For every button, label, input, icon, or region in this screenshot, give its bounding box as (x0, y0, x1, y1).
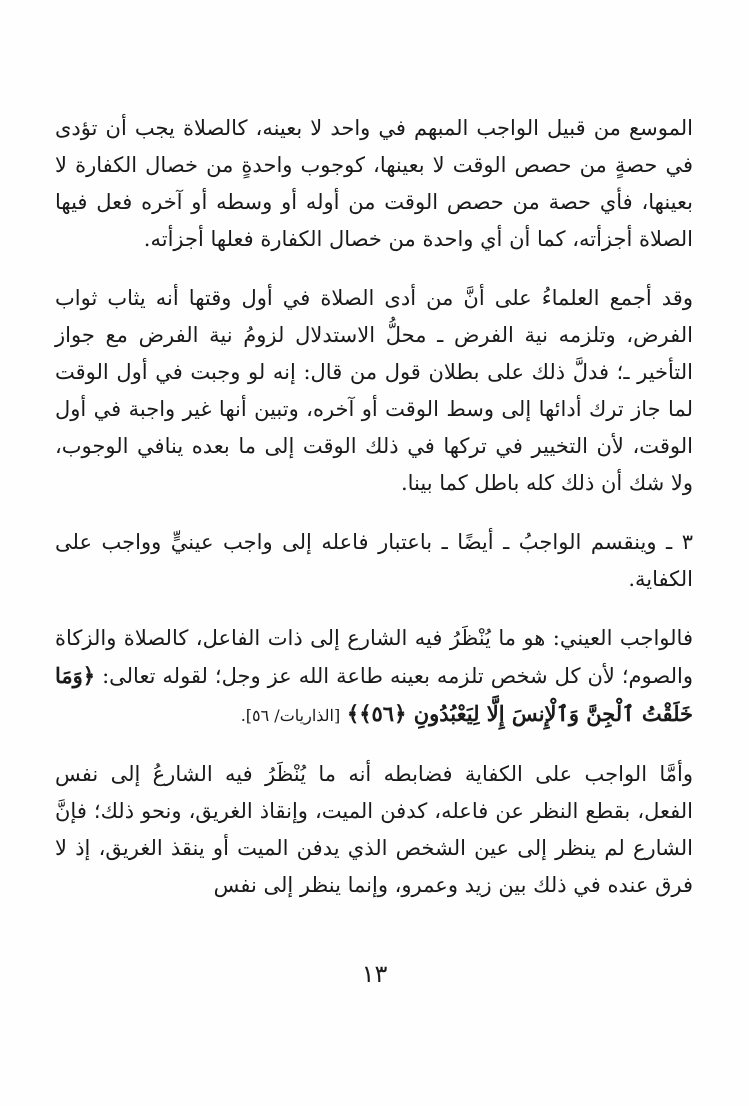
quran-verse: ﴿وَمَا خَلَقْتُ ٱلْجِنَّ وَٱلْإِنسَ إِلَّا لِيَعْبُدُونِ ﴿٥٦﴾﴾ (55, 663, 693, 726)
paragraph-2: وقد أجمع العلماءُ على أنَّ من أدى الصلاة في أول وقتها أنه يثاب ثواب الفرض، وتلزمه نية الفرض ـ محلُّ الاستدلال لزومُ نية الفرض مع جواز التأخير ـ؛ فدلَّ ذلك على بطلان قول من قال: إنه لو وجبت في أول الوقت لما جاز ترك أدائها إلى وسط الوقت أو آخره، وتبين أنها غير واجبة في أول الوقت، لأن التخيير في تركها في ذلك الوقت إلى ما بعده ينافي الوجوب، ولا شك أن ذلك كله باطل كما بينا. (55, 286, 693, 495)
paragraph-gap (55, 502, 693, 524)
paragraph-gap (55, 734, 693, 756)
page-number: ١٣ (361, 960, 388, 988)
page-body (55, 110, 693, 904)
paragraph-1: الموسع من قبيل الواجب المبهم في واحد لا بعينه، كالصلاة يجب أن تؤدى في حصةٍ من حصص الوقت لا بعينها، كوجوب واحدةٍ من خصال الكفارة لا بعينها، فأي حصة من حصص الوقت من أوله أو وسطه أو آخره فعل فيها الصلاة أجزأته، كما أن أي واحدة من خصال الكفارة فعلها أجزأته. (55, 116, 693, 251)
quran-reference: [الذاريات/ ٥٦]. (240, 706, 341, 725)
paragraph-4-text: فالواجب العيني: هو ما يُنْظَرُ فيه الشارع إلى ذات الفاعل، كالصلاة والزكاة والصوم؛ لأن كل شخص تلزمه بعينه طاعة الله عز وجل؛ لقوله تعالى: (55, 626, 693, 688)
paragraph-3: ٣ ـ وينقسم الواجبُ ـ أيضًا ـ باعتبار فاعله إلى واجب عينيٍّ وواجب على الكفاية. (55, 530, 693, 591)
paragraph-gap (55, 598, 693, 620)
paragraph-4 (55, 620, 693, 734)
paragraph-5: وأمَّا الواجب على الكفاية فضابطه أنه ما يُنْظَرُ فيه الشارعُ إلى نفس الفعل، بقطع النظر عن فاعله، كدفن الميت، وإنقاذ الغريق، ونحو ذلك؛ فإنَّ الشارع لم ينظر إلى عين الشخص الذي يدفن الميت أو ينقذ الغريق، إذ لا فرق عنده في ذلك بين زيد وعمرو، وإنما ينظر إلى نفس (55, 762, 693, 897)
paragraph-gap (55, 258, 693, 280)
